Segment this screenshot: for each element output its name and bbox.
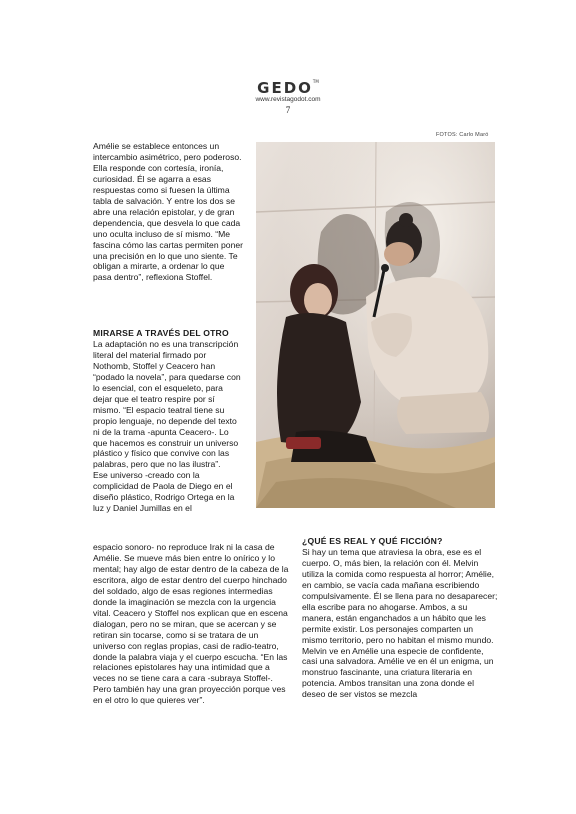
page-number: 7 <box>285 105 291 115</box>
masthead <box>0 79 576 115</box>
magazine-logo: GEDO™ <box>257 79 319 97</box>
website-url[interactable]: www.revistagodot.com <box>255 96 321 103</box>
section-heading-mirarse: MIRARSE A TRAVÉS DEL OTRO <box>93 328 229 338</box>
intro-paragraph: Amélie se establece entonces un intercambio asimétrico, pero poderoso. Ella responde con cortesía, ironía, curiosidad. Él se agarra a esas respuestas como si fuesen la última tabla de salvación. Y entre los dos se abre una relación epistolar, y de gran dependencia, que desvela lo que cada uno oculta incluso de sí mismo. “Me fascina cómo las cartas permiten poner una precisión en lo que uno siente. Te obligan a mirarte, a ordenar lo que pasa dentro”, reflexiona Stoffel. <box>93 141 243 283</box>
column-1-section <box>93 328 243 514</box>
photo-credit: FOTOS: Carlo Maró <box>436 132 489 138</box>
universe-paragraph-start: Ese universo -creado con la complicidad de Paola de Diego en el diseño plástico, Rodrigo Ortega en la luz y Daniel Jumillas en el <box>93 470 235 514</box>
column-1-wide-text <box>93 542 289 706</box>
melvin-paragraph: Melvin ve en Amélie una especie de confidente, casi una salvadora. Amélie ve en él un enigma, un monstruo fascinante, una criatura literaria en potencia. Ambos transitan una zona donde el deseo de ser vistos se mezcla <box>302 645 494 700</box>
column-1-intro <box>93 141 243 283</box>
column-2-section <box>302 536 498 700</box>
section-heading-real-ficcion: ¿QUÉ ES REAL Y QUÉ FICCIÓN? <box>302 536 443 546</box>
adaptation-paragraph: La adaptación no es una transcripción literal del material firmado por Nothomb, Stoffel y Ceacero han “podado la novela”, para quedarse con lo esencial, con el esqueleto, para dejar que el teatro respire por sí mismo. “El espacio teatral tiene su propio lenguaje, no depende del texto ni de la trama -apunta Ceacero-. Lo que hacemos es construir un universo plástico y físico que convive con las palabras, pero que no las ilustra”. <box>93 338 241 470</box>
universe-paragraph-continued: espacio sonoro- no reproduce Irak ni la casa de Amélie. Se mueve más bien entre lo onírico y lo mental; hay algo de estar dentro de la cabeza de la escritora, algo de estar dentro del cuerpo hinchado del soldado, algo de esas regiones intermedias donde la imaginación se mezcla con la urgencia vital. Ceacero y Stoffel nos explican que en escena dialogan, pero no se miran, que se acercan y se retiran sin tocarse, como si se tratara de un universo con reglas propias, casi de radio-teatro, donde la palabra viaja y el cuerpo escucha. “En las relaciones epistolares hay una intimidad que a veces no se tiene cara a cara -subraya Stoffel-. Pero también hay una gran proyección porque ves en el otro lo que quieres ver”. <box>93 542 289 706</box>
stage-performance-photo <box>256 142 495 508</box>
body-paragraph: Si hay un tema que atraviesa la obra, ese es el cuerpo. O, más bien, la relación con él. Melvin utiliza la comida como respuesta al horror; Amélie, en cambio, se vacía cada mañana escribiendo compulsivamente. Él se llena para no desaparecer; ella escribe para no ahogarse. Ambos, a su manera, están enganchados a un hábito que les permite existir. Los personajes comparten un mismo territorio, pero no habitan el mismo mundo. <box>302 546 498 645</box>
